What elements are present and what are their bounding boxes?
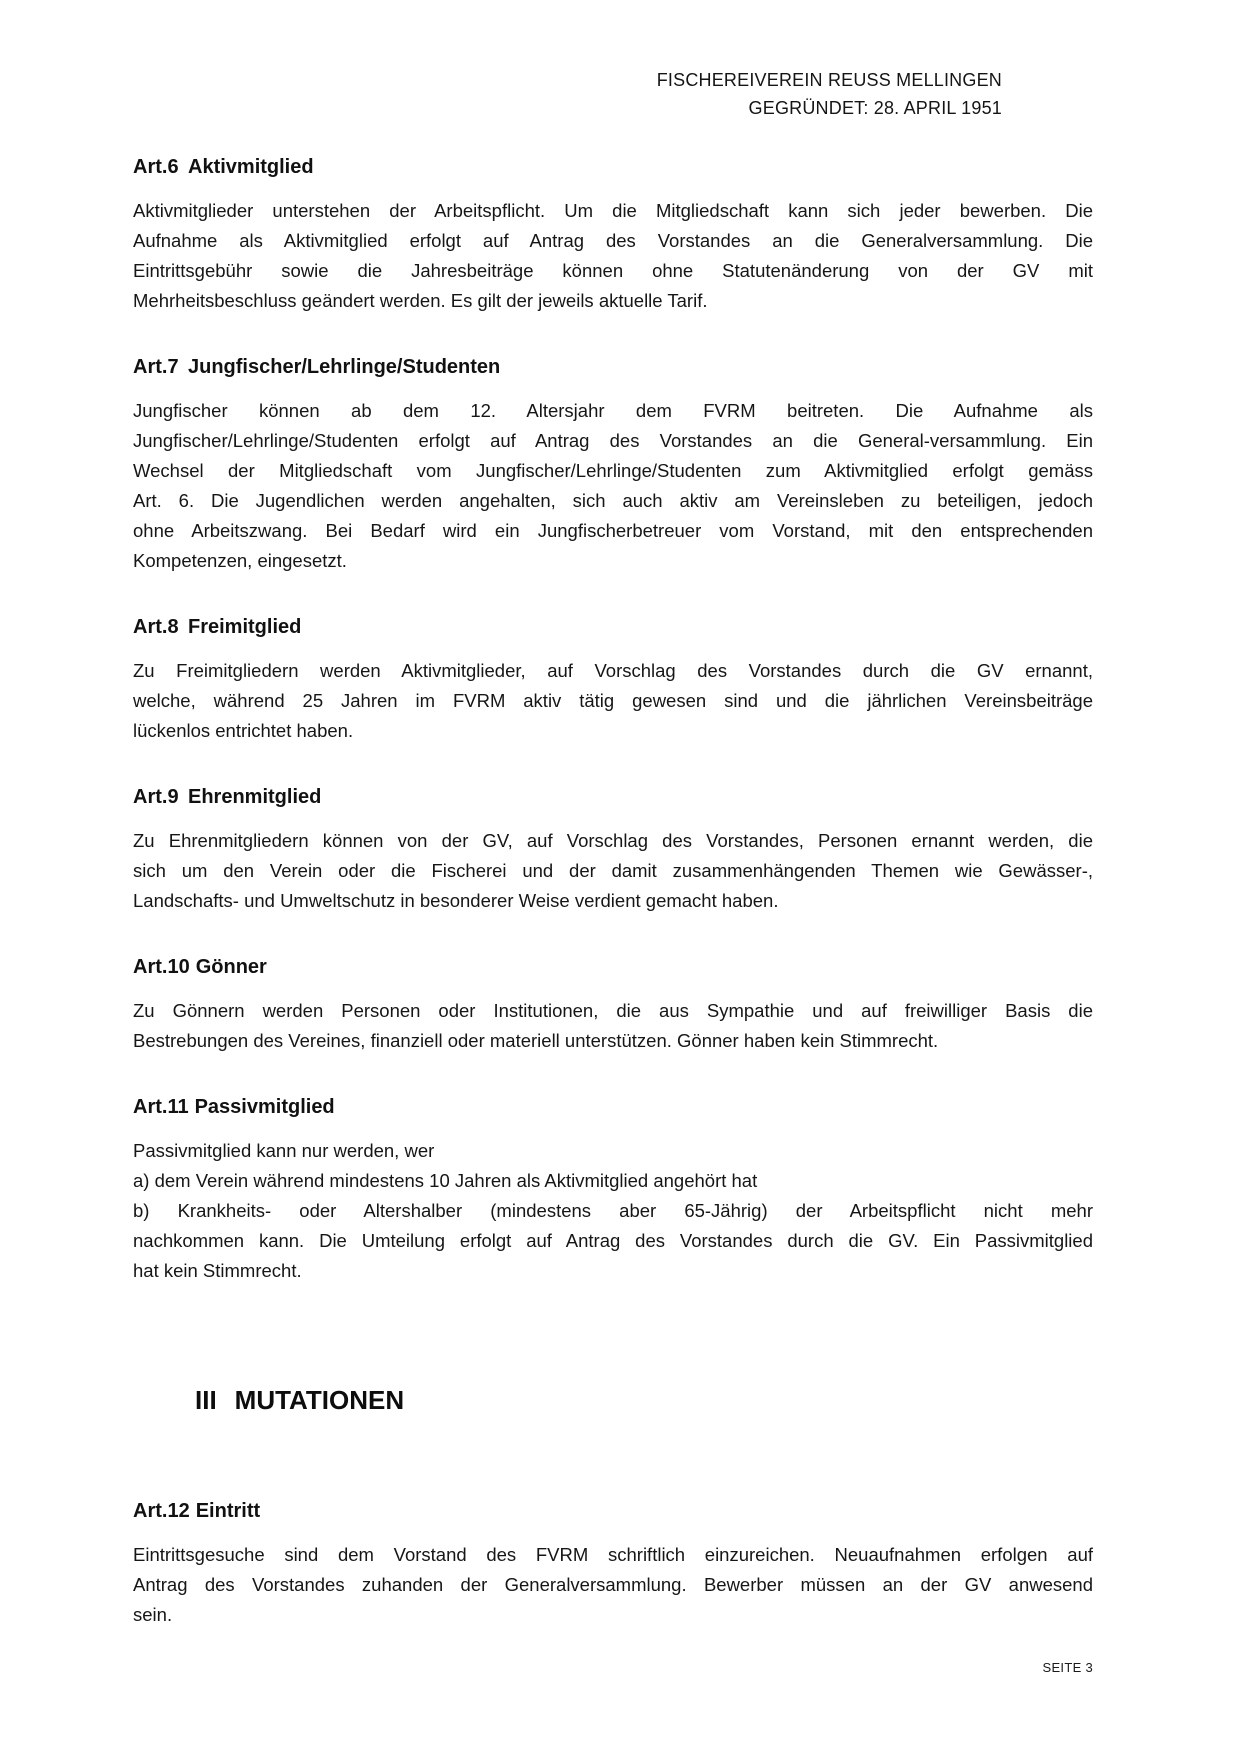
article-section	[133, 152, 1093, 316]
part-heading	[195, 1382, 1093, 1418]
text-line: ohne Arbeitszwang. Bei Bedarf wird ein Jungfischerbetreuer vom Vorstand, mit den entsprechenden	[133, 520, 1093, 541]
article-title: Passivmitglied	[194, 1096, 335, 1118]
text-line: Kompetenzen, eingesetzt.	[133, 550, 347, 571]
text-line: Antrag des Vorstandes zuhanden der Generalversammlung. Bewerber müssen an der GV anwesend	[133, 1574, 1093, 1595]
article-number: Art.6	[133, 156, 179, 178]
article-paragraph	[133, 1540, 1093, 1630]
article-section	[133, 952, 1093, 1056]
article-paragraph	[133, 196, 1093, 316]
article-number: Art.12	[133, 1500, 190, 1522]
text-line: sein.	[133, 1604, 173, 1625]
article-section	[133, 352, 1093, 576]
header-founded-date: GEGRÜNDET: 28. APRIL 1951	[748, 98, 1002, 118]
text-line: Zu Freimitgliedern werden Aktivmitglieder, auf Vorschlag des Vorstandes durch die GV ernannt,	[133, 660, 1093, 681]
text-line: Jungfischer/Lehrlinge/Studenten erfolgt auf Antrag des Vorstandes an die General-versammlung. Ein	[133, 430, 1093, 451]
document-header	[133, 66, 1093, 122]
document-footer	[133, 1660, 1093, 1676]
article-number: Art.10	[133, 956, 190, 978]
text-line: Bestrebungen des Vereines, finanziell oder materiell unterstützen. Gönner haben kein Stimmrecht.	[133, 1030, 939, 1051]
text-line: Jungfischer können ab dem 12. Altersjahr dem FVRM beitreten. Die Aufnahme als	[133, 400, 1093, 421]
article-section	[133, 1496, 1093, 1630]
text-line: nachkommen kann. Die Umteilung erfolgt auf Antrag des Vorstandes durch die GV. Ein Passivmitglied	[133, 1230, 1093, 1251]
article-section	[133, 612, 1093, 746]
article-title: Freimitglied	[188, 616, 302, 638]
article-heading	[133, 612, 1093, 642]
text-line: Eintrittsgebühr sowie die Jahresbeiträge können ohne Statutenänderung von der GV mit	[133, 260, 1093, 281]
text-line: Passivmitglied kann nur werden, wer	[133, 1140, 435, 1161]
article-paragraph	[133, 996, 1093, 1056]
article-paragraph	[133, 656, 1093, 746]
text-line: Landschafts- und Umweltschutz in besonderer Weise verdient gemacht haben.	[133, 890, 779, 911]
article-heading	[133, 1496, 1093, 1526]
article-heading	[133, 1092, 1093, 1122]
article-title: Ehrenmitglied	[188, 786, 322, 808]
article-heading	[133, 352, 1093, 382]
text-line: Zu Ehrenmitgliedern können von der GV, auf Vorschlag des Vorstandes, Personen ernannt werden, die	[133, 830, 1093, 851]
article-number: Art.9	[133, 786, 179, 808]
article-section	[133, 1092, 1093, 1286]
text-line: Eintrittsgesuche sind dem Vorstand des FVRM schriftlich einzureichen. Neuaufnahmen erfolgen auf	[133, 1544, 1093, 1565]
text-line: Aufnahme als Aktivmitglied erfolgt auf Antrag des Vorstandes an die Generalversammlung. Die	[133, 230, 1093, 251]
article-heading	[133, 152, 1093, 182]
document-body	[133, 152, 1093, 1630]
article-number: Art.7	[133, 356, 179, 378]
text-line: Aktivmitglieder unterstehen der Arbeitspflicht. Um die Mitgliedschaft kann sich jeder bewerben. Die	[133, 200, 1093, 221]
article-paragraph	[133, 396, 1093, 576]
text-line: Wechsel der Mitgliedschaft vom Jungfischer/Lehrlinge/Studenten zum Aktivmitglied erfolgt gemäss	[133, 460, 1093, 481]
text-line: sich um den Verein oder die Fischerei und der damit zusammenhängenden Themen wie Gewässer-,	[133, 860, 1093, 881]
text-line: Zu Gönnern werden Personen oder Institutionen, die aus Sympathie und auf freiwilliger Basis die	[133, 1000, 1093, 1021]
article-paragraph	[133, 1136, 1093, 1286]
article-title: Gönner	[195, 956, 267, 978]
article-title: Aktivmitglied	[188, 156, 314, 178]
header-org-name: FISCHEREIVEREIN REUSS MELLINGEN	[656, 70, 1002, 90]
article-paragraph	[133, 826, 1093, 916]
text-line: b) Krankheits- oder Altershalber (mindestens aber 65-Jährig) der Arbeitspflicht nicht mehr	[133, 1200, 1093, 1221]
article-section	[133, 782, 1093, 916]
text-line: lückenlos entrichtet haben.	[133, 720, 354, 741]
page-number-label: SEITE 3	[1042, 1660, 1093, 1675]
article-number: Art.8	[133, 616, 179, 638]
text-line: a) dem Verein während mindestens 10 Jahren als Aktivmitglied angehört hat	[133, 1170, 758, 1191]
text-line: hat kein Stimmrecht.	[133, 1260, 302, 1281]
article-title: Jungfischer/Lehrlinge/Studenten	[188, 356, 501, 378]
text-line: Mehrheitsbeschluss geändert werden. Es gilt der jeweils aktuelle Tarif.	[133, 290, 708, 311]
article-number: Art.11	[133, 1096, 189, 1118]
part-title: MUTATIONEN	[234, 1385, 405, 1415]
part-numeral: III	[195, 1385, 217, 1415]
text-line: Art. 6. Die Jugendlichen werden angehalten, sich auch aktiv am Vereinsleben zu beteiligen, jedoch	[133, 490, 1093, 511]
article-title: Eintritt	[195, 1500, 261, 1522]
article-heading	[133, 952, 1093, 982]
article-heading	[133, 782, 1093, 812]
text-line: welche, während 25 Jahren im FVRM aktiv tätig gewesen sind und die jährlichen Vereinsbeiträge	[133, 690, 1093, 711]
